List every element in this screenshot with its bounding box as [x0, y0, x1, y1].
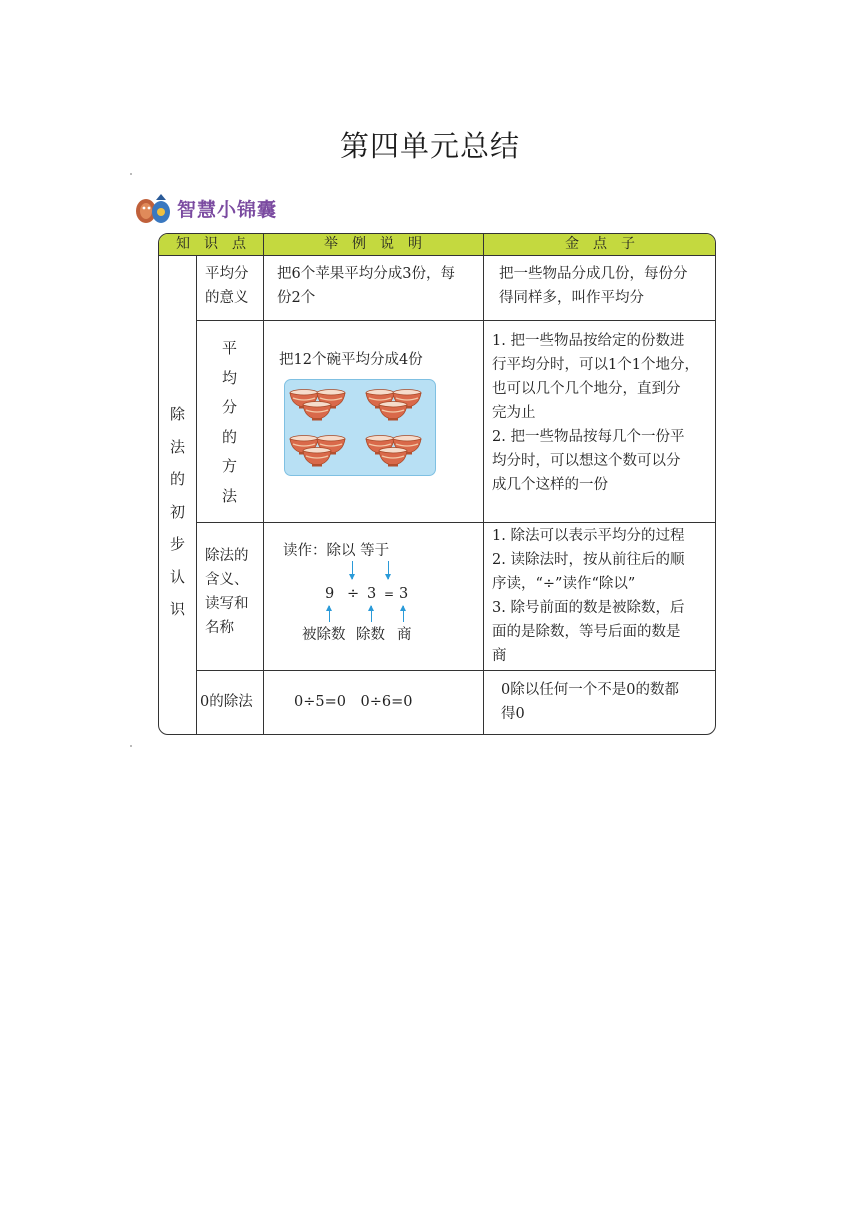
category-char: 除	[169, 405, 185, 423]
equation-9: 9	[325, 586, 335, 602]
divider	[263, 234, 264, 735]
text-line: 1. 把一些物品按给定的份数进	[492, 333, 685, 349]
category-char: 初	[169, 502, 185, 521]
section-heading	[133, 190, 277, 226]
row4-tip	[501, 678, 679, 726]
text-line: 把一些物品分成几份，每份分	[499, 266, 688, 282]
bag-mascot-icon	[133, 190, 173, 226]
arrow-down-icon	[388, 561, 389, 579]
equation-result: 3	[399, 586, 409, 602]
category-char: 法	[169, 437, 185, 456]
equation-3: 3	[367, 586, 377, 602]
row4-example: 0÷5=0 0÷6=0	[294, 694, 413, 710]
text-line: 得0	[501, 706, 525, 722]
text-line: 也可以几个几个地分，直到分	[492, 381, 681, 397]
text-line: 序读，“÷”读作“除以”	[492, 576, 636, 592]
row1-topic	[205, 262, 249, 310]
arrow-up-icon	[403, 606, 404, 622]
topic-char: 分	[221, 398, 237, 416]
text-line: 份2个	[277, 290, 316, 306]
text-line: 成几个这样的一份	[492, 477, 608, 493]
scan-dot	[130, 745, 132, 747]
text-line: 读写和	[205, 596, 249, 612]
text-line: 2. 读除法时，按从前往后的顺	[492, 552, 685, 568]
label-divisor: 除数	[356, 627, 385, 643]
row1-example	[277, 262, 455, 310]
bowl-group	[289, 386, 347, 422]
row4-topic: 0的除法	[200, 694, 253, 710]
category-char: 识	[169, 600, 185, 618]
header-tip: 金 点 子	[565, 236, 635, 252]
divider	[196, 670, 716, 671]
table-header	[159, 234, 715, 256]
topic-char: 平	[221, 339, 237, 357]
category-char: 步	[169, 535, 185, 553]
arrow-down-icon	[352, 561, 353, 579]
read-label: 读作：除以 等于	[283, 543, 390, 559]
section-title: 智慧小锦囊	[177, 198, 278, 221]
bowl-icon	[303, 448, 331, 467]
text-line: 2. 把一些物品按每几个一份平	[492, 429, 685, 445]
text-line: 得同样多，叫作平均分	[499, 290, 644, 306]
bowls-illustration	[284, 379, 436, 476]
summary-table	[158, 233, 716, 735]
text-line: 3. 除号前面的数是被除数，后	[492, 600, 685, 616]
label-quotient: 商	[397, 627, 412, 643]
text-line: 行平均分时，可以1个1个地分，	[492, 357, 699, 373]
topic-char: 均	[221, 368, 237, 387]
text-line: 平均分	[205, 266, 249, 282]
bowl-group	[365, 432, 423, 468]
text-line: 0除以任何一个不是0的数都	[501, 682, 679, 698]
bowl-icon	[379, 448, 407, 467]
text-line: 含义、	[205, 572, 249, 588]
text-line: 商	[492, 648, 507, 664]
row2-topic	[196, 334, 263, 511]
category-char: 的	[169, 470, 185, 488]
divider	[483, 234, 484, 735]
bowl-icon	[303, 402, 331, 421]
topic-char: 的	[221, 427, 237, 446]
row2-tip	[492, 329, 699, 497]
row3-topic	[205, 544, 249, 640]
text-line: 均分时，可以想这个数可以分	[492, 453, 681, 469]
divider	[196, 320, 716, 321]
equation-divide: ÷	[347, 586, 360, 602]
label-dividend: 被除数	[302, 627, 346, 643]
row2-example-text: 把12个碗平均分成4份	[279, 352, 423, 368]
topic-char: 方	[221, 457, 237, 475]
text-line: 除法的	[205, 548, 249, 564]
row1-tip	[499, 262, 688, 310]
arrow-up-icon	[371, 606, 372, 622]
topic-char: 法	[221, 486, 237, 505]
scan-dot	[130, 173, 132, 175]
text-line: 1. 除法可以表示平均分的过程	[492, 528, 685, 544]
header-example: 举 例 说 明	[324, 236, 422, 252]
category-label	[159, 398, 196, 626]
divider	[196, 522, 716, 523]
arrow-up-icon	[329, 606, 330, 622]
bowl-group	[365, 386, 423, 422]
text-line: 把6个苹果平均分成3份，每	[277, 266, 455, 282]
row3-tip	[492, 524, 684, 668]
page-title: 第四单元总结	[339, 129, 520, 163]
equation-equals: =	[384, 587, 395, 601]
bowl-icon	[379, 402, 407, 421]
text-line: 的意义	[205, 290, 249, 306]
header-knowledge: 知 识 点	[176, 236, 246, 252]
category-char: 认	[169, 567, 185, 586]
text-line: 名称	[205, 620, 234, 636]
bowl-group	[289, 432, 347, 468]
text-line: 完为止	[492, 405, 536, 421]
text-line: 面的是除数，等号后面的数是	[492, 624, 681, 640]
